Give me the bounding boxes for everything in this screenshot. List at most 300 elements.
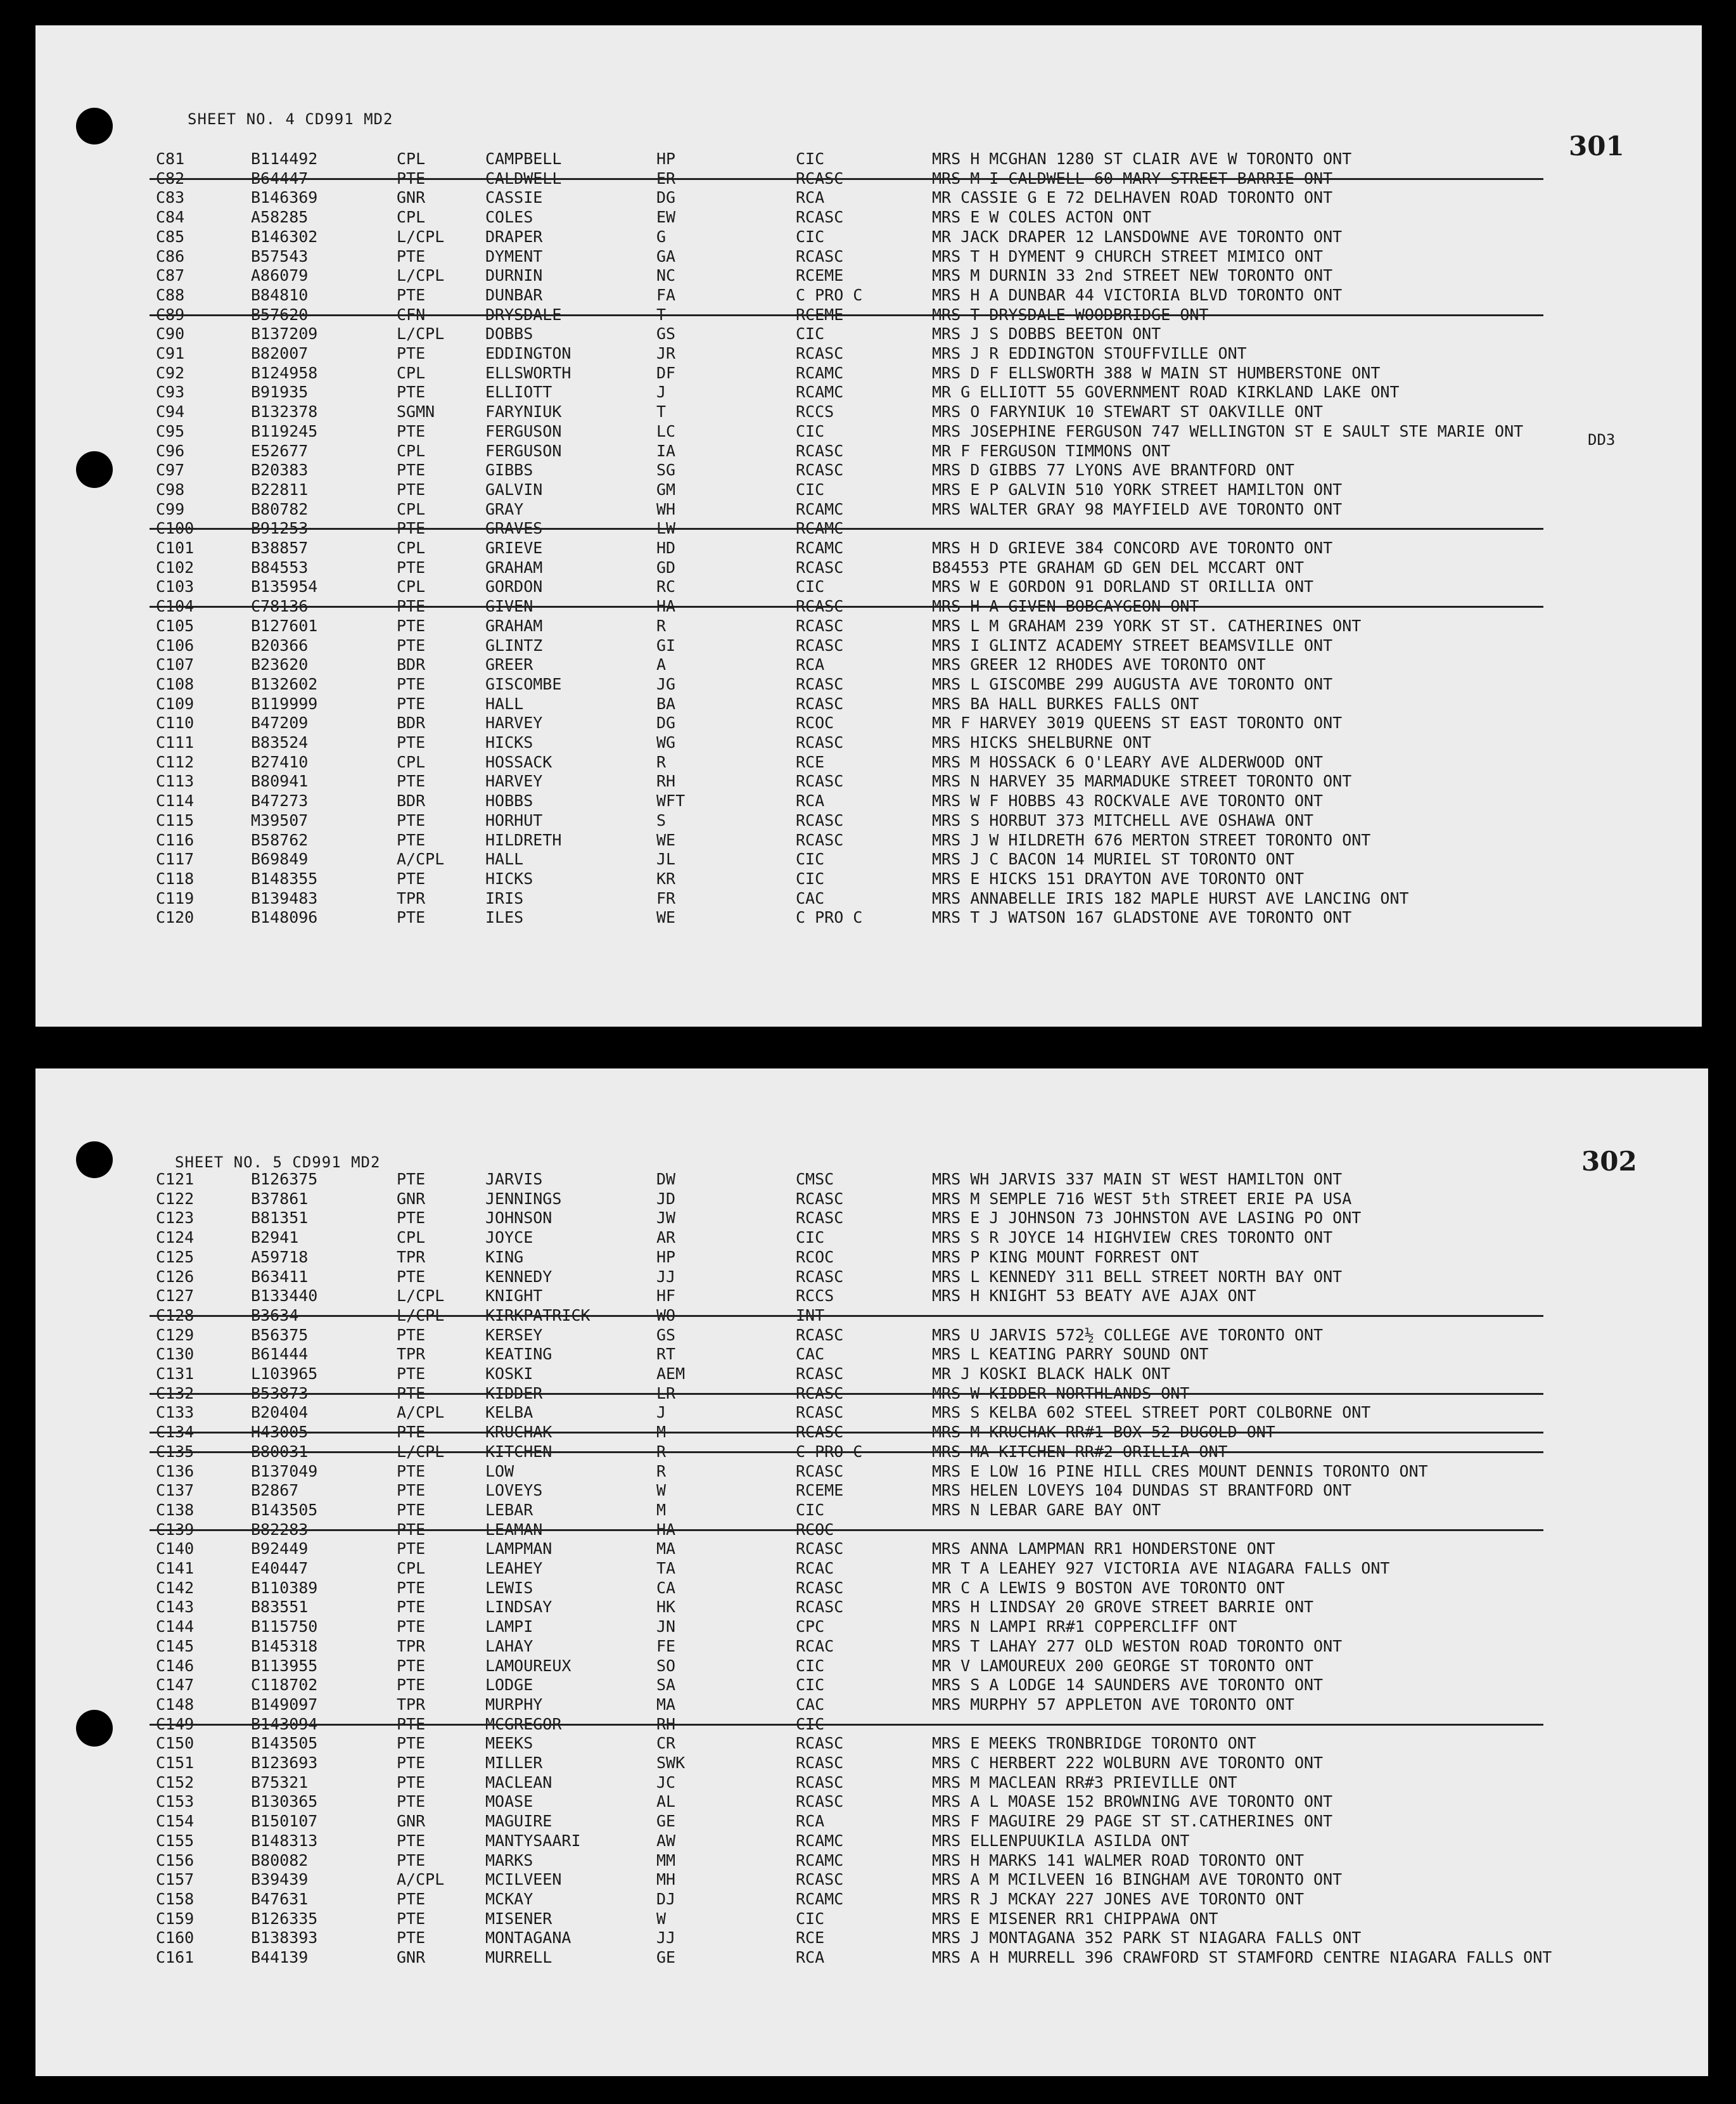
regimental-number: B57620 — [251, 305, 309, 324]
rank: PTE — [397, 1520, 426, 1539]
surname: KRUCHAK — [485, 1423, 552, 1442]
corps: RCAMC — [796, 1851, 844, 1870]
rank: L/CPL — [397, 227, 445, 246]
initials: GS — [656, 1325, 676, 1344]
margin-note: DD3 — [1588, 431, 1616, 449]
surname: JOYCE — [485, 1228, 533, 1247]
next-of-kin-address: MRS HELEN LOVEYS 104 DUNDAS ST BRANTFORD ONT — [932, 1481, 1352, 1500]
surname: CASSIE — [485, 188, 543, 207]
initials: JC — [656, 1773, 676, 1792]
corps: RCA — [796, 655, 825, 674]
next-of-kin-address: MRS N HARVEY 35 MARMADUKE STREET TORONTO ONT — [932, 772, 1352, 791]
serial-number: C139 — [156, 1520, 195, 1539]
initials: HA — [656, 1520, 676, 1539]
rank: PTE — [397, 1578, 426, 1597]
rank: PTE — [397, 169, 426, 188]
initials: NC — [656, 266, 676, 285]
rank: PTE — [397, 908, 426, 927]
regimental-number: B47209 — [251, 714, 309, 733]
serial-number: C153 — [156, 1792, 195, 1811]
sheet-header: SHEET NO. 4 CD991 MD2 — [188, 110, 393, 128]
regimental-number: B38857 — [251, 539, 309, 557]
regimental-number: E52677 — [251, 441, 309, 460]
corps: RCEME — [796, 305, 844, 324]
surname: LAMPMAN — [485, 1539, 552, 1558]
corps: RCAC — [796, 1559, 834, 1577]
surname: JARVIS — [485, 1170, 543, 1188]
next-of-kin-address: MR T A LEAHEY 927 VICTORIA AVE NIAGARA FALLS ONT — [932, 1559, 1390, 1577]
serial-number: C158 — [156, 1889, 195, 1908]
next-of-kin-address: MRS J C BACON 14 MURIEL ST TORONTO ONT — [932, 850, 1294, 869]
surname: LOVEYS — [485, 1481, 543, 1500]
surname: CALDWELL — [485, 169, 562, 188]
serial-number: C123 — [156, 1209, 195, 1228]
surname: LEWIS — [485, 1578, 533, 1597]
corps: RCASC — [796, 169, 844, 188]
initials: HP — [656, 150, 676, 168]
regimental-number: B37861 — [251, 1189, 309, 1208]
surname: HICKS — [485, 733, 533, 752]
initials: AW — [656, 1831, 676, 1850]
corps: RCOC — [796, 1520, 834, 1539]
corps: CAC — [796, 888, 825, 908]
regimental-number: B146302 — [251, 227, 318, 246]
rank: GNR — [397, 1189, 426, 1208]
sheet-header: SHEET NO. 5 CD991 MD2 — [175, 1153, 381, 1171]
surname: KIRKPATRICK — [485, 1305, 590, 1325]
rank: CPL — [397, 752, 426, 771]
corps: CIC — [796, 1676, 825, 1695]
next-of-kin-address: MRS E LOW 16 PINE HILL CRES MOUNT DENNIS TORONTO ONT — [932, 1461, 1428, 1480]
next-of-kin-address: B84553 PTE GRAHAM GD GEN DEL MCCART ONT — [932, 558, 1304, 577]
initials: MA — [656, 1539, 676, 1558]
regimental-number: B148096 — [251, 908, 318, 927]
corps: RCE — [796, 1928, 825, 1947]
corps: CMSC — [796, 1170, 834, 1188]
next-of-kin-address: MRS E MISENER RR1 CHIPPAWA ONT — [932, 1909, 1218, 1928]
corps: RCASC — [796, 694, 844, 713]
corps: CIC — [796, 1656, 825, 1675]
regimental-number: B123693 — [251, 1754, 318, 1772]
surname: GRAHAM — [485, 616, 543, 635]
next-of-kin-address: MRS ANNABELLE IRIS 182 MAPLE HURST AVE LANCING ONT — [932, 888, 1409, 908]
rank: PTE — [397, 1500, 426, 1519]
serial-number: C84 — [156, 208, 185, 227]
initials: DG — [656, 188, 676, 207]
rank: PTE — [397, 1170, 426, 1188]
next-of-kin-address: MR JACK DRAPER 12 LANSDOWNE AVE TORONTO ONT — [932, 227, 1343, 246]
rank: PTE — [397, 1325, 426, 1344]
surname: LOW — [485, 1461, 514, 1480]
next-of-kin-address: MRS A L MOASE 152 BROWNING AVE TORONTO ONT — [932, 1792, 1333, 1811]
corps: RCE — [796, 752, 825, 771]
initials: JJ — [656, 1267, 676, 1286]
punch-hole — [76, 1141, 113, 1178]
surname: GRAY — [485, 499, 524, 518]
initials: IA — [656, 441, 676, 460]
initials: A — [656, 655, 667, 674]
serial-number: C142 — [156, 1578, 195, 1597]
rank: CPL — [397, 441, 426, 460]
regimental-number: B82007 — [251, 344, 309, 362]
serial-number: C155 — [156, 1831, 195, 1850]
regimental-number: B75321 — [251, 1773, 309, 1792]
regimental-number: A59718 — [251, 1247, 309, 1266]
rank: PTE — [397, 1714, 426, 1733]
initials: MH — [656, 1870, 676, 1889]
initials: FR — [656, 888, 676, 908]
regimental-number: B91253 — [251, 519, 309, 538]
regimental-number: B83551 — [251, 1598, 309, 1617]
next-of-kin-address: MRS WH JARVIS 337 MAIN ST WEST HAMILTON ONT — [932, 1170, 1343, 1188]
next-of-kin-address: MR C A LEWIS 9 BOSTON AVE TORONTO ONT — [932, 1578, 1285, 1597]
corps: RCCS — [796, 402, 834, 421]
rank: PTE — [397, 285, 426, 304]
surname: HOSSACK — [485, 752, 552, 771]
rank: PTE — [397, 1423, 426, 1442]
corps: RCASC — [796, 830, 844, 849]
corps: C PRO C — [796, 1442, 863, 1461]
next-of-kin-address: MR F FERGUSON TIMMONS ONT — [932, 441, 1171, 460]
serial-number: C130 — [156, 1345, 195, 1364]
corps: RCASC — [796, 1773, 844, 1792]
rank: PTE — [397, 1383, 426, 1402]
serial-number: C95 — [156, 421, 185, 440]
regimental-number: B133440 — [251, 1286, 318, 1305]
regimental-number: B150107 — [251, 1812, 318, 1831]
regimental-number: B39439 — [251, 1870, 309, 1889]
regimental-number: B56375 — [251, 1325, 309, 1344]
serial-number: C159 — [156, 1909, 195, 1928]
surname: MOASE — [485, 1792, 533, 1811]
regimental-number: B137209 — [251, 324, 318, 343]
next-of-kin-address: MRS P KING MOUNT FORREST ONT — [932, 1247, 1199, 1266]
next-of-kin-address: MRS A H MURRELL 396 CRAWFORD ST STAMFORD CENTRE NIAGARA FALLS ONT — [932, 1948, 1552, 1966]
regimental-number: B57543 — [251, 247, 309, 266]
serial-number: C136 — [156, 1461, 195, 1480]
initials: T — [656, 402, 667, 421]
regimental-number: B114492 — [251, 150, 318, 168]
rank: A/CPL — [397, 1403, 445, 1422]
surname: KENNEDY — [485, 1267, 552, 1286]
regimental-number: A58285 — [251, 208, 309, 227]
regimental-number: B20366 — [251, 636, 309, 655]
rank: BDR — [397, 792, 426, 811]
next-of-kin-address: MRS U JARVIS 572½ COLLEGE AVE TORONTO ONT — [932, 1325, 1324, 1344]
rank: CPL — [397, 1228, 426, 1247]
initials: RH — [656, 772, 676, 791]
next-of-kin-address: MRS M KRUCHAK RR#1 BOX 52 DUGOLD ONT — [932, 1423, 1275, 1442]
surname: IRIS — [485, 888, 524, 908]
serial-number: C141 — [156, 1559, 195, 1577]
initials: FE — [656, 1636, 676, 1655]
initials: MA — [656, 1695, 676, 1714]
next-of-kin-address: MRS F MAGUIRE 29 PAGE ST ST.CATHERINES ONT — [932, 1812, 1333, 1831]
rank: CPL — [397, 539, 426, 557]
rank: L/CPL — [397, 1305, 445, 1325]
regimental-number: B130365 — [251, 1792, 318, 1811]
corps: CIC — [796, 577, 825, 596]
regimental-number: B53873 — [251, 1383, 309, 1402]
serial-number: C161 — [156, 1948, 195, 1966]
initials: M — [656, 1423, 667, 1442]
regimental-number: B110389 — [251, 1578, 318, 1597]
initials: JJ — [656, 1928, 676, 1947]
next-of-kin-address: MRS S KELBA 602 STEEL STREET PORT COLBORNE ONT — [932, 1403, 1371, 1422]
rank: PTE — [397, 597, 426, 616]
rank: PTE — [397, 830, 426, 849]
serial-number: C83 — [156, 188, 185, 207]
initials: DW — [656, 1170, 676, 1188]
corps: RCASC — [796, 597, 844, 616]
initials: AR — [656, 1228, 676, 1247]
rank: TPR — [397, 1695, 426, 1714]
initials: GS — [656, 324, 676, 343]
rank: PTE — [397, 1267, 426, 1286]
surname: MCKAY — [485, 1889, 533, 1908]
surname: GLINTZ — [485, 636, 543, 655]
corps: RCEME — [796, 1481, 844, 1500]
initials: JN — [656, 1617, 676, 1636]
corps: RCEME — [796, 266, 844, 285]
surname: COLES — [485, 208, 533, 227]
next-of-kin-address: MRS M SEMPLE 716 WEST 5th STREET ERIE PA USA — [932, 1189, 1352, 1208]
serial-number: C103 — [156, 577, 195, 596]
rank: A/CPL — [397, 1870, 445, 1889]
serial-number: C87 — [156, 266, 185, 285]
initials: GE — [656, 1812, 676, 1831]
rank: PTE — [397, 733, 426, 752]
serial-number: C134 — [156, 1423, 195, 1442]
punch-hole — [76, 451, 113, 488]
initials: MM — [656, 1851, 676, 1870]
regimental-number: B84553 — [251, 558, 309, 577]
initials: GE — [656, 1948, 676, 1966]
rank: PTE — [397, 811, 426, 830]
rank: CPL — [397, 499, 426, 518]
serial-number: C143 — [156, 1598, 195, 1617]
regimental-number: B149097 — [251, 1695, 318, 1714]
surname: MILLER — [485, 1754, 543, 1772]
regimental-number: B143505 — [251, 1734, 318, 1753]
punch-hole — [76, 1710, 113, 1747]
initials: R — [656, 1461, 667, 1480]
next-of-kin-address: MRS W KIDDER NORTHLANDS ONT — [932, 1383, 1190, 1402]
next-of-kin-address: MRS I GLINTZ ACADEMY STREET BEAMSVILLE ONT — [932, 636, 1333, 655]
regimental-number: B47631 — [251, 1889, 309, 1908]
serial-number: C126 — [156, 1267, 195, 1286]
next-of-kin-address: MRS O FARYNIUK 10 STEWART ST OAKVILLE ONT — [932, 402, 1324, 421]
regimental-number: B64447 — [251, 169, 309, 188]
next-of-kin-address: MRS A M MCILVEEN 16 BINGHAM AVE TORONTO ONT — [932, 1870, 1343, 1889]
surname: MONTAGANA — [485, 1928, 571, 1947]
serial-number: C108 — [156, 674, 195, 693]
surname: LEAHEY — [485, 1559, 543, 1577]
serial-number: C114 — [156, 792, 195, 811]
corps: CAC — [796, 1695, 825, 1714]
surname: LEAMAN — [485, 1520, 543, 1539]
corps: RCASC — [796, 1383, 844, 1402]
serial-number: C145 — [156, 1636, 195, 1655]
serial-number: C144 — [156, 1617, 195, 1636]
corps: CIC — [796, 1228, 825, 1247]
serial-number: C132 — [156, 1383, 195, 1402]
next-of-kin-address: MRS H LINDSAY 20 GROVE STREET BARRIE ONT — [932, 1598, 1314, 1617]
rank: GNR — [397, 188, 426, 207]
serial-number: C124 — [156, 1228, 195, 1247]
surname: HALL — [485, 850, 524, 869]
regimental-number: B115750 — [251, 1617, 318, 1636]
initials: HK — [656, 1598, 676, 1617]
rank: PTE — [397, 247, 426, 266]
corps: RCAC — [796, 1636, 834, 1655]
corps: RCASC — [796, 1578, 844, 1597]
surname: EDDINGTON — [485, 344, 571, 362]
next-of-kin-address: MRS L GISCOMBE 299 AUGUSTA AVE TORONTO ONT — [932, 674, 1333, 693]
corps: CIC — [796, 150, 825, 168]
corps: CPC — [796, 1617, 825, 1636]
serial-number: C140 — [156, 1539, 195, 1558]
surname: HOBBS — [485, 792, 533, 811]
surname: KOSKI — [485, 1364, 533, 1383]
next-of-kin-address: MRS MURPHY 57 APPLETON AVE TORONTO ONT — [932, 1695, 1294, 1714]
serial-number: C156 — [156, 1851, 195, 1870]
initials: G — [656, 227, 667, 246]
surname: GORDON — [485, 577, 543, 596]
next-of-kin-address: MRS J W HILDRETH 676 MERTON STREET TORONTO ONT — [932, 830, 1371, 849]
surname: KERSEY — [485, 1325, 543, 1344]
regimental-number: B27410 — [251, 752, 309, 771]
initials: JW — [656, 1209, 676, 1228]
initials: FA — [656, 285, 676, 304]
serial-number: C135 — [156, 1442, 195, 1461]
next-of-kin-address: MRS WALTER GRAY 98 MAYFIELD AVE TORONTO ONT — [932, 499, 1343, 518]
serial-number: C129 — [156, 1325, 195, 1344]
corps: RCAMC — [796, 1889, 844, 1908]
regimental-number: B132602 — [251, 674, 318, 693]
page-number: 302 — [1581, 1146, 1637, 1177]
corps: RCASC — [796, 1325, 844, 1344]
initials: SA — [656, 1676, 676, 1695]
initials: R — [656, 1442, 667, 1461]
corps: RCCS — [796, 1286, 834, 1305]
sheet-5 — [35, 1068, 1708, 2076]
rank: L/CPL — [397, 1442, 445, 1461]
surname: HILDRETH — [485, 830, 562, 849]
serial-number: C85 — [156, 227, 185, 246]
surname: JOHNSON — [485, 1209, 552, 1228]
initials: DF — [656, 363, 676, 382]
surname: DYMENT — [485, 247, 543, 266]
serial-number: C92 — [156, 363, 185, 382]
next-of-kin-address: MR V LAMOUREUX 200 GEORGE ST TORONTO ONT — [932, 1656, 1314, 1675]
next-of-kin-address: MRS H MCGHAN 1280 ST CLAIR AVE W TORONTO ONT — [932, 150, 1352, 168]
initials: WH — [656, 499, 676, 518]
surname: HARVEY — [485, 772, 543, 791]
initials: JL — [656, 850, 676, 869]
surname: GRAVES — [485, 519, 543, 538]
corps: CIC — [796, 1714, 825, 1733]
initials: GI — [656, 636, 676, 655]
initials: SO — [656, 1656, 676, 1675]
rank: PTE — [397, 1851, 426, 1870]
regimental-number: B84810 — [251, 285, 309, 304]
corps: RCASC — [796, 441, 844, 460]
initials: M — [656, 1500, 667, 1519]
rank: SGMN — [397, 402, 435, 421]
next-of-kin-address: MRS C HERBERT 222 WOLBURN AVE TORONTO ONT — [932, 1754, 1324, 1772]
rank: PTE — [397, 1617, 426, 1636]
surname: HALL — [485, 694, 524, 713]
rank: L/CPL — [397, 324, 445, 343]
next-of-kin-address: MRS S R JOYCE 14 HIGHVIEW CRES TORONTO ONT — [932, 1228, 1333, 1247]
corps: RCASC — [796, 1734, 844, 1753]
corps: RCASC — [796, 344, 844, 362]
initials: J — [656, 383, 667, 402]
rank: BDR — [397, 655, 426, 674]
initials: CR — [656, 1734, 676, 1753]
initials: LW — [656, 519, 676, 538]
rank: PTE — [397, 772, 426, 791]
next-of-kin-address: MRS E P GALVIN 510 YORK STREET HAMILTON ONT — [932, 480, 1343, 499]
corps: RCASC — [796, 674, 844, 693]
regimental-number: C118702 — [251, 1676, 318, 1695]
serial-number: C117 — [156, 850, 195, 869]
corps: RCASC — [796, 208, 844, 227]
initials: W — [656, 1909, 667, 1928]
serial-number: C81 — [156, 150, 185, 168]
corps: RCASC — [796, 1792, 844, 1811]
rank: PTE — [397, 1481, 426, 1500]
surname: LEBAR — [485, 1500, 533, 1519]
rank: CPL — [397, 363, 426, 382]
surname: DRYSDALE — [485, 305, 562, 324]
next-of-kin-address: MRS H A DUNBAR 44 VICTORIA BLVD TORONTO ONT — [932, 285, 1343, 304]
rank: TPR — [397, 888, 426, 908]
surname: CAMPBELL — [485, 150, 562, 168]
regimental-number: B80082 — [251, 1851, 309, 1870]
corps: RCASC — [796, 1754, 844, 1772]
surname: GRAHAM — [485, 558, 543, 577]
rank: L/CPL — [397, 266, 445, 285]
regimental-number: B2941 — [251, 1228, 299, 1247]
surname: GRIEVE — [485, 539, 543, 557]
corps: RCASC — [796, 1267, 844, 1286]
rank: PTE — [397, 674, 426, 693]
surname: KEATING — [485, 1345, 552, 1364]
serial-number: C111 — [156, 733, 195, 752]
initials: R — [656, 616, 667, 635]
next-of-kin-address: MRS E HICKS 151 DRAYTON AVE TORONTO ONT — [932, 869, 1304, 888]
regimental-number: B91935 — [251, 383, 309, 402]
serial-number: C90 — [156, 324, 185, 343]
next-of-kin-address: MRS GREER 12 RHODES AVE TORONTO ONT — [932, 655, 1266, 674]
surname: KING — [485, 1247, 524, 1266]
regimental-number: B146369 — [251, 188, 318, 207]
regimental-number: B137049 — [251, 1461, 318, 1480]
surname: GIVEN — [485, 597, 533, 616]
surname: DUNBAR — [485, 285, 543, 304]
serial-number: C115 — [156, 811, 195, 830]
initials: WG — [656, 733, 676, 752]
surname: HORHUT — [485, 811, 543, 830]
initials: RT — [656, 1345, 676, 1364]
next-of-kin-address: MRS HICKS SHELBURNE ONT — [932, 733, 1152, 752]
initials: HF — [656, 1286, 676, 1305]
serial-number: C110 — [156, 714, 195, 733]
rank: PTE — [397, 616, 426, 635]
initials: GM — [656, 480, 676, 499]
